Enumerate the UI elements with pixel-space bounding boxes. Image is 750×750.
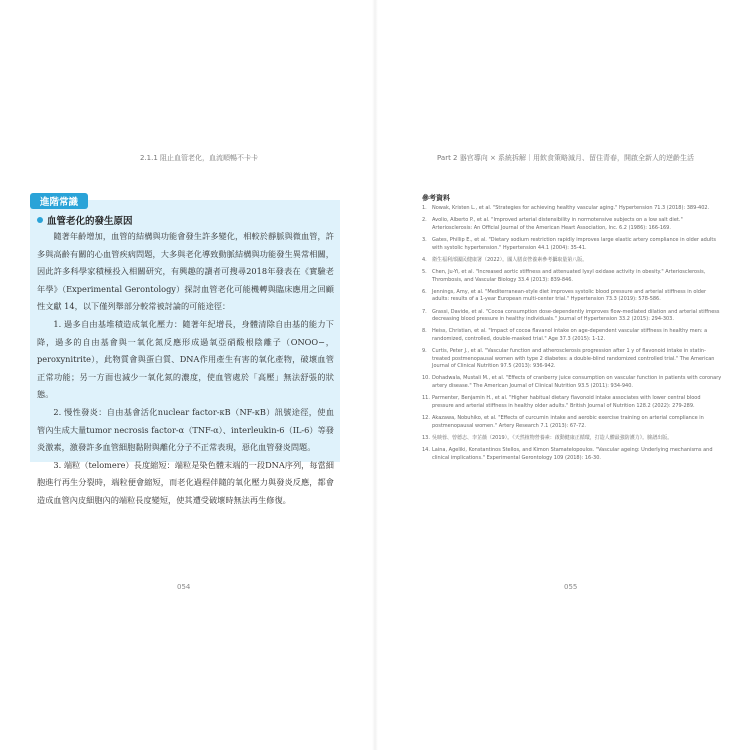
reference-text: Heiss, Christian, et al. "Impact of cocoa flavanol intake on age-dependent vascular stiffness in healthy men: a randomized, controlled, double-masked trial." Age 37.3 (2015): 1-12.: [432, 328, 708, 342]
box-body: [37, 228, 334, 510]
reference-item: [422, 415, 722, 430]
page-number: 055: [564, 583, 578, 591]
reference-number: 14.: [422, 446, 430, 453]
reference-text: Grassi, Davide, et al. "Cocoa consumption dose-dependently improves flow-mediated dilation and arterial stiffness decreasing blood pressure in healthy individuals." Journal of Hypertension 33.2 (2015): 294-303.: [432, 308, 720, 323]
reference-item: [422, 328, 722, 343]
reference-list: [422, 205, 722, 467]
reference-text: Akazawa, Nobuhiko, et al. "Effects of curcumin intake and aerobic exercise training on arterial compliance in postmenopausal women." Artery Research 7.1 (2013): 67-72.: [432, 415, 704, 429]
reference-text: Jennings, Amy, et al. "Mediterranean-style diet improves systolic blood pressure and arterial stiffness in older adults: results of a 1-year European multi-center trial." Hypertension 73.3 (2019): 578-586.: [432, 288, 707, 303]
box-heading: [37, 213, 133, 227]
running-head: 2.1.1 阻止血管老化，血流順暢不卡卡: [140, 154, 259, 162]
reference-text: 衛生福利部國民健康署（2022）。國人膳食營養素參考攝取量第八版。: [432, 256, 588, 263]
reference-number: 5.: [422, 268, 427, 275]
reference-number: 12.: [422, 415, 430, 421]
reference-item: [422, 289, 722, 304]
reference-number: 3.: [422, 236, 427, 243]
reference-item: [422, 348, 722, 371]
reference-item: [422, 435, 722, 443]
reference-text: Curtis, Peter J., et al. "Vascular function and atherosclerosis progression after 1 y of flavonoid intake in statin-treated postmenopausal women with type 2 diabetes: a double-blind randomized controlled trial." The American Journal of Clinical Nutrition 97.5 (2013): 936-942.: [432, 348, 715, 370]
reference-number: 9.: [422, 348, 427, 355]
reference-text: Avolio, Alberto P., et al. "Improved arterial distensibility in normotensive subjects on a low salt diet." Arteriosclerosis: An Official Journal of the American Heart Association, Inc. 6.2 (1986): 166-169.: [432, 217, 683, 231]
reference-item: [422, 217, 722, 232]
reference-item: [422, 257, 722, 265]
reference-item: [422, 395, 722, 410]
body-paragraph-3: 3. 端粒（telomere）長度縮短：端粒是染色體末端的一段DNA序列，每當細胞進行再生分裂時，端粒便會縮短，而老化過程伴隨的氧化壓力與發炎反應，都會造成血管內皮細胞內的端粒長度變短，使其遭受破壞時無法再生修復。: [37, 459, 334, 505]
reference-text: Parmenter, Benjamin H., et al. "Higher habitual dietary flavonoid intake associates with lower central blood pressure and arterial stiffness in healthy older adults." British Journal of Nutrition 128.2 (2022): 279-289.: [432, 395, 701, 409]
box-heading-text: 血管老化的發生原因: [47, 216, 133, 227]
body-paragraph-intro: 隨著年齡增加，血管的結構與功能會發生許多變化，相較於靜脈與微血管，許多與高齡有關的心血管疾病問題，大多與老化導致動脈結構與功能發生異常相關，因此許多科學家積極投入相關研究，有興趣的讀者可搜尋2018年發表在《實驗老年學》（Experimental Gerontology）探討血管老化可能機轉與臨床應用之回顧性文獻 14，以下僅列舉部分較常被討論的可能途徑：: [37, 231, 334, 312]
reference-text: Gates, Phillip E., et al. "Dietary sodium restriction rapidly improves large elastic artery compliance in older adults with systolic hypertension." Hypertension 44.1 (2004): 35-41.: [432, 236, 716, 251]
reference-text: Chen, Ju-Yi, et al. "Increased aortic stiffness and attenuated lysyl oxidase activity in obesity." Arteriosclerosis, Thrombosis, and Vascular Biology 33.4 (2013): 839-846.: [432, 268, 706, 283]
reference-number: 6.: [422, 288, 427, 295]
reference-text: Laina, Ageliki, Konstantinos Stellos, and Kimon Stamatelopoulos. "Vascular ageing: Underlying mechanisms and clinical implications." Experimental Gerontology 109 (2018): 16-30.: [432, 446, 713, 461]
body-paragraph-2: 2. 慢性發炎：自由基會活化nuclear factor-κB（NF-κB）訊號途徑，使血管內生成大量tumor necrosis factor-α（TNF-α）、interleukin-6（IL-6）等發炎激素，激發許多血管細胞黏附與離化分子不正常表現，惡化血管發炎問題。: [37, 406, 334, 453]
reference-number: 1.: [422, 205, 427, 211]
reference-item: [422, 205, 722, 213]
reference-number: 13.: [422, 434, 430, 441]
right-page: [375, 0, 750, 750]
reference-item: [422, 309, 722, 324]
reference-text: Dohadwala, Mustali M., et al. "Effects of cranberry juice consumption on vascular function in patients with coronary artery disease." The American Journal of Clinical Nutrition 93.5 (2011): 934-940.: [432, 375, 722, 390]
page-number: 054: [177, 583, 191, 591]
reference-number: 11.: [422, 395, 430, 402]
running-head: Part 2 器官導向 × 系統拆解｜用飲食策略減月、留住青春，開啟全新人的逆齡生活: [437, 154, 695, 162]
reference-item: [422, 237, 722, 252]
body-paragraph-1: 1. 過多自由基堆積造成氧化壓力：隨著年紀增長，身體清除自由基的能力下降，過多的自由基會與一氧化氮反應形成過氧亞硝酸根陰離子（ONOO−，peroxynitrite），此物質會與蛋白質、DNA作用產生有害的氧化產物，破壞血管正常功能；另一方面也減少一氧化氮的濃度，使血管處於「高壓」無法舒張的狀態。: [37, 318, 334, 400]
reference-item: [422, 375, 722, 390]
reference-item: [422, 269, 722, 284]
reference-item: [422, 447, 722, 462]
reference-number: 7.: [422, 308, 427, 315]
reference-number: 10.: [422, 375, 430, 382]
reference-text: 吳映蓉、曾德志、李芷薇（2019）。《天然植物營養素：啟動健康正循環，打造人體最強防護力》。臉譜出版。: [432, 434, 673, 441]
references-title: 參考資料: [422, 194, 450, 202]
reference-number: 4.: [422, 256, 427, 263]
reference-number: 8.: [422, 328, 427, 335]
advanced-knowledge-tab: 進階常識: [30, 193, 88, 209]
reference-text: Nowak, Kristen L., et al. "Strategies for achieving healthy vascular aging." Hypertension 71.3 (2018): 389-402.: [432, 205, 710, 211]
bullet-dot-icon: [37, 217, 43, 223]
reference-number: 2.: [422, 217, 427, 224]
